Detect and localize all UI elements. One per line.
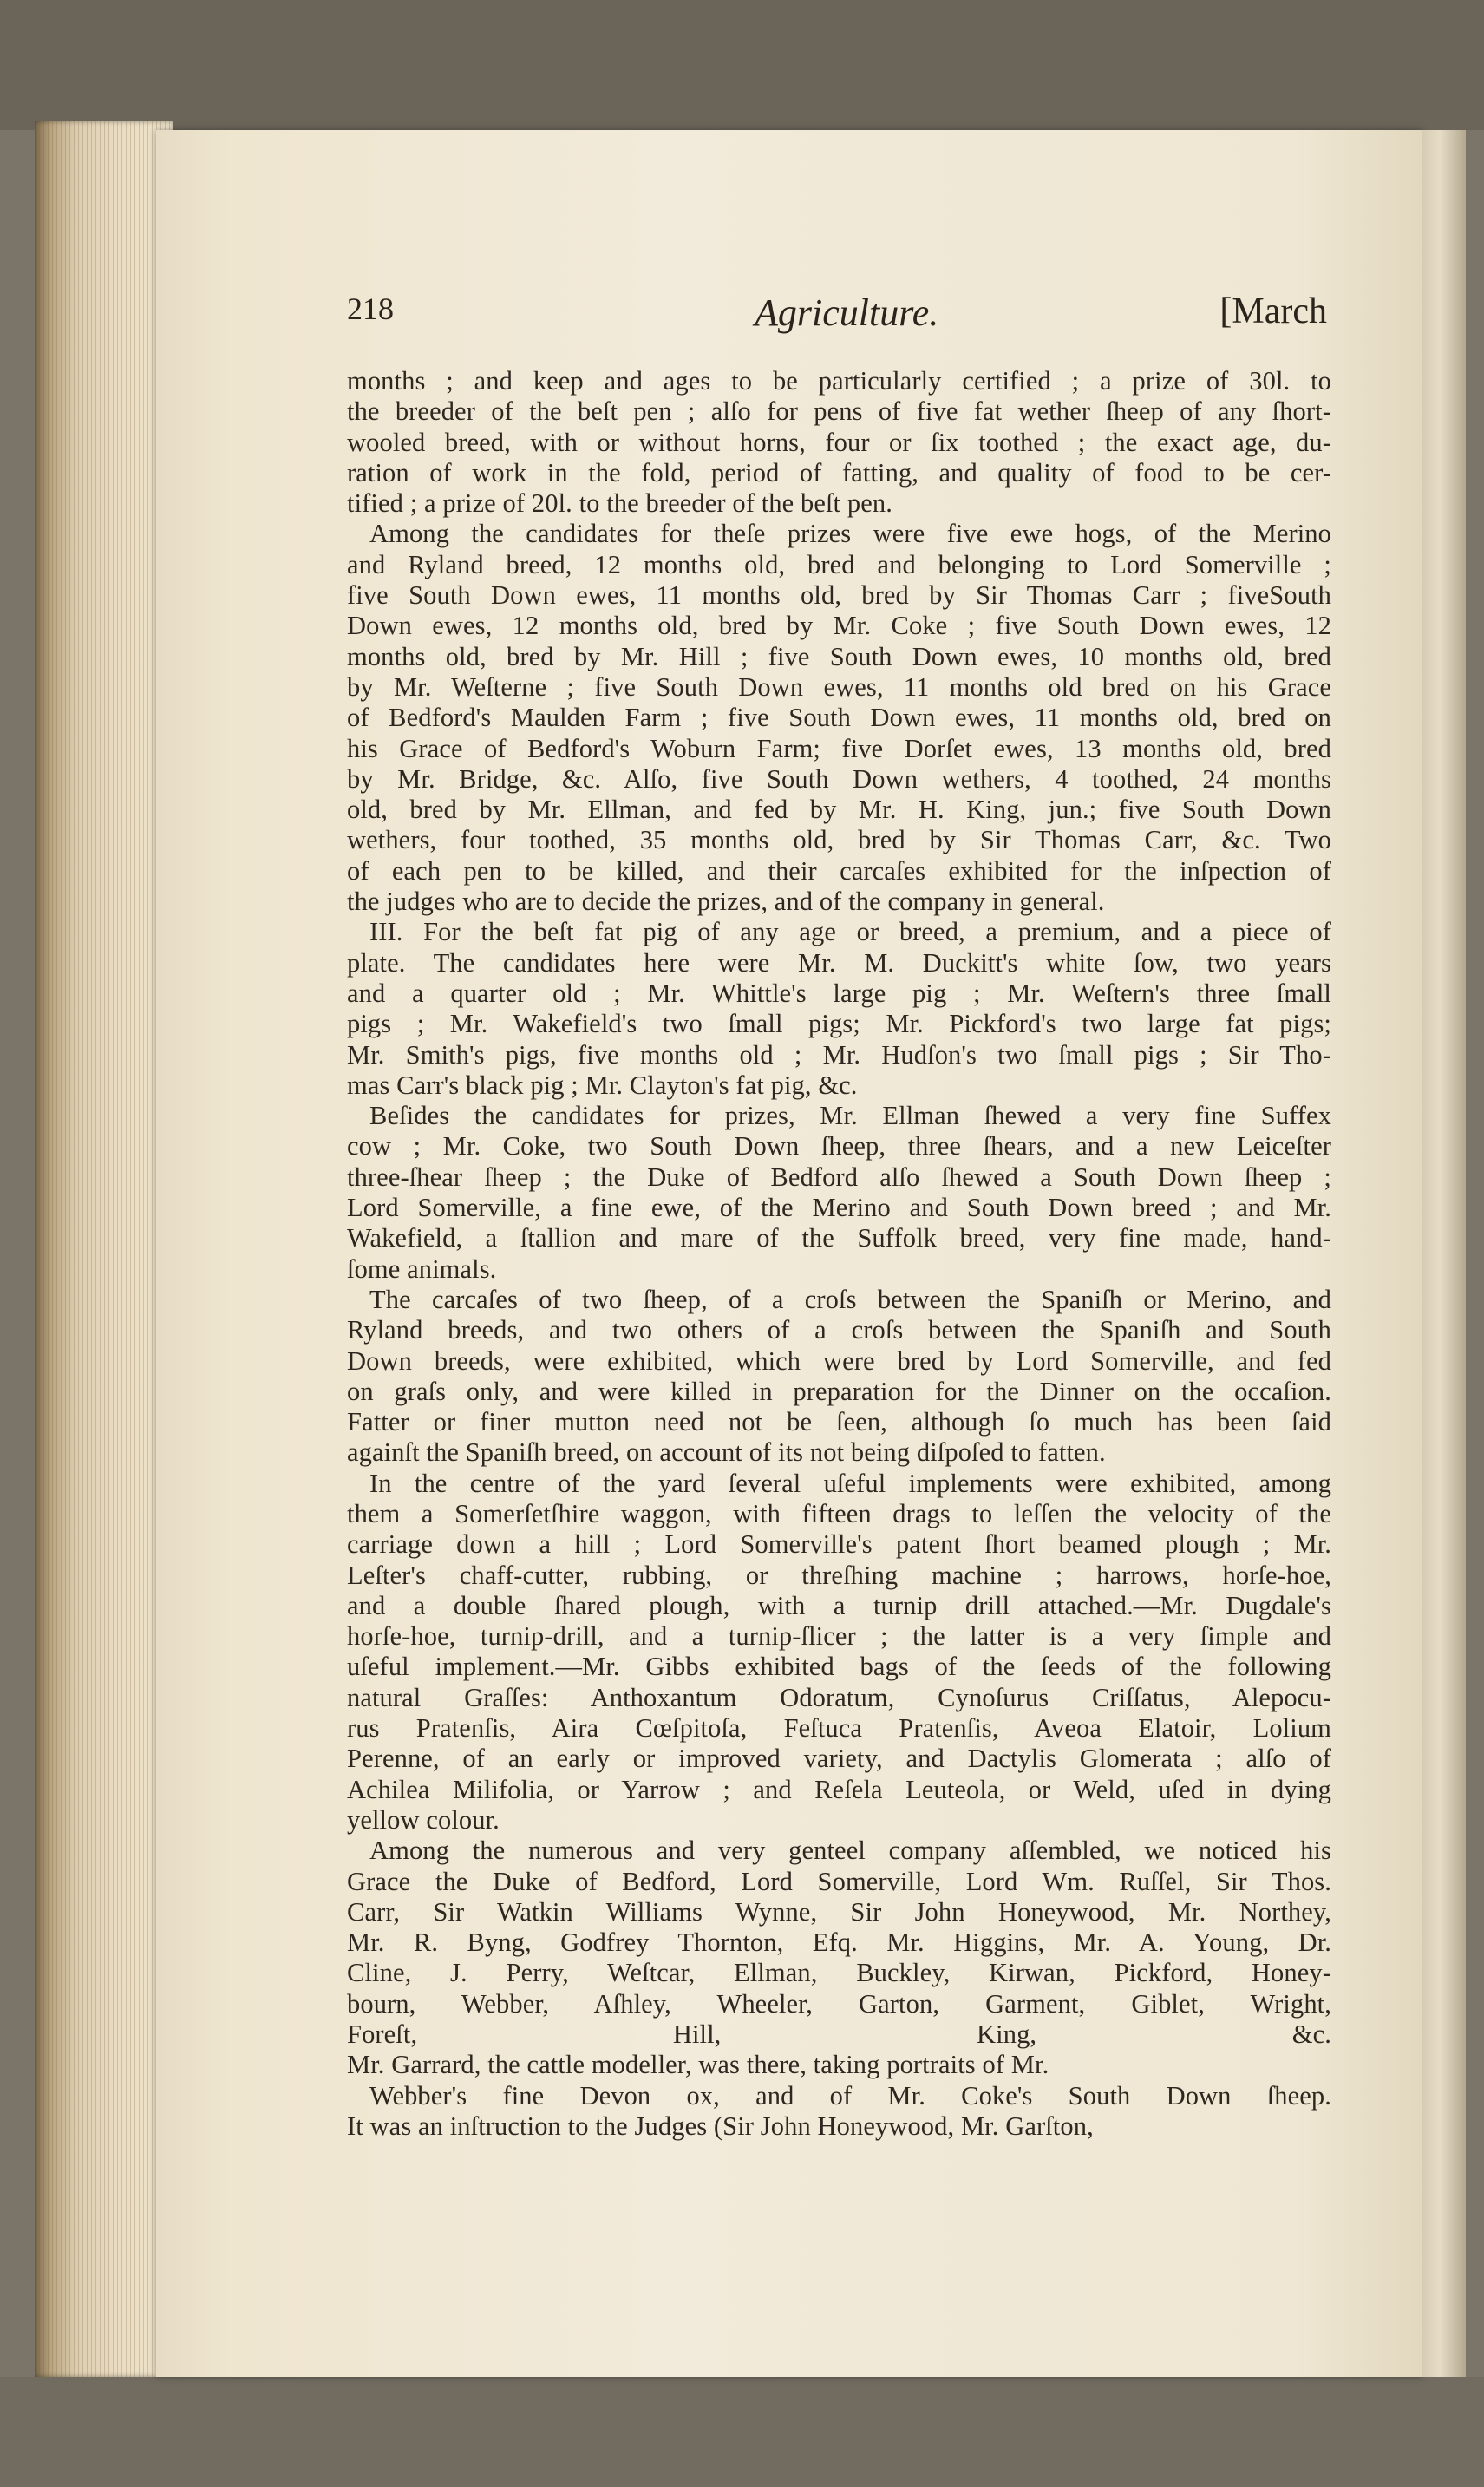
text-line: wethers, four toothed, 35 months old, bred by Sir Thomas Carr, &c. Two	[347, 825, 1331, 855]
text-line: Lord Somerville, a fine ewe, of the Merino and South Down breed ; and Mr.	[347, 1193, 1331, 1223]
text-line: Among the candidates for theſe prizes were five ewe hogs, of the Merino	[369, 519, 1331, 549]
text-line: horſe-hoe, turnip-drill, and a turnip-ſlicer ; the latter is a very ſimple and	[347, 1621, 1331, 1652]
scan-background-bottom	[0, 2377, 1484, 2487]
text-line: Down ewes, 12 months old, bred by Mr. Coke ; five South Down ewes, 12	[347, 611, 1331, 641]
text-line: Down breeds, were exhibited, which were bred by Lord Somerville, and fed	[347, 1345, 1331, 1376]
text-line: Ryland breeds, and two others of a croſs between the Spaniſh and South	[347, 1315, 1331, 1345]
text-line: them a Somerſetſhire waggon, with fifteen drags to leſſen the velocity of the	[347, 1498, 1331, 1528]
text-line: cow ; Mr. Coke, two South Down ſheep, three ſhears, and a new Leiceſter	[347, 1131, 1331, 1162]
text-line: Perenne, of an early or improved variety, and Dactylis Glomerata ; alſo of	[347, 1744, 1331, 1774]
text-line: and a double ſhared plough, with a turnip drill attached.—Mr. Dugdale's	[347, 1590, 1331, 1620]
text-line: wooled breed, with or without horns, four or ſix toothed ; the exact age, du-	[347, 427, 1331, 457]
text-line: The carcaſes of two ſheep, of a croſs between the Spaniſh or Merino, and	[369, 1284, 1331, 1314]
text-line: ration of work in the fold, period of fatting, and quality of food to be cer-	[347, 457, 1331, 488]
text-line: Wakefield, a ſtallion and mare of the Suffolk breed, very fine made, hand-	[347, 1223, 1331, 1253]
text-line: Cline, J. Perry, Weſtcar, Ellman, Buckley, Kirwan, Pickford, Honey-	[347, 1958, 1331, 1988]
text-line: the judges who are to decide the prizes, and of the company in general.	[347, 887, 1105, 917]
text-line: Leſter's chaff-cutter, rubbing, or threſhing machine ; harrows, horſe-hoe,	[347, 1560, 1331, 1590]
text-line: yellow colour.	[347, 1804, 500, 1835]
text-line: by Mr. Bridge, &c. Alſo, five South Down wethers, 4 toothed, 24 months	[347, 763, 1331, 794]
page-number: 218	[347, 291, 394, 326]
text-line: Webber's fine Devon ox, and of Mr. Coke's South Down ſheep.	[369, 2080, 1331, 2111]
body-text	[347, 366, 1331, 2142]
page-header	[347, 291, 1327, 343]
text-line: Carr, Sir Watkin Williams Wynne, Sir John Honeywood, Mr. Northey,	[347, 1896, 1331, 1927]
text-line: Beſides the candidates for prizes, Mr. Ellman ſhewed a very fine Suffex	[369, 1101, 1331, 1131]
text-line: III. For the beſt fat pig of any age or breed, a premium, and a piece of	[369, 917, 1331, 947]
text-line: Mr. R. Byng, Godfrey Thornton, Efq. Mr. Higgins, Mr. A. Young, Dr.	[347, 1927, 1331, 1958]
text-line: months ; and keep and ages to be particularly certified ; a prize of 30l. to	[347, 366, 1331, 396]
text-line: Grace the Duke of Bedford, Lord Somerville, Lord Wm. Ruſſel, Sir Thos.	[347, 1866, 1331, 1896]
text-line: mas Carr's black pig ; Mr. Clayton's fat pig, &c.	[347, 1070, 858, 1100]
text-line: and a quarter old ; Mr. Whittle's large pig ; Mr. Weſtern's three ſmall	[347, 978, 1331, 1008]
text-line: Among the numerous and very genteel company aſſembled, we noticed his	[369, 1836, 1331, 1866]
text-line: It was an inſtruction to the Judges (Sir John Honeywood, Mr. Garſton,	[347, 2111, 1094, 2141]
text-line: Mr. Garrard, the cattle modeller, was there, taking portraits of Mr.	[347, 2050, 1049, 2080]
text-line: uſeful implement.—Mr. Gibbs exhibited bags of the ſeeds of the following	[347, 1652, 1331, 1682]
text-line: Fatter or finer mutton need not be ſeen, although ſo much has been ſaid	[347, 1407, 1331, 1437]
scan-background-top	[0, 0, 1484, 130]
text-line: old, bred by Mr. Ellman, and fed by Mr. H. King, jun.; five South Down	[347, 795, 1331, 825]
text-line: months old, bred by Mr. Hill ; five South Down ewes, 10 months old, bred	[347, 641, 1331, 671]
text-line: of Bedford's Maulden Farm ; five South Down ewes, 11 months old, bred on	[347, 703, 1331, 733]
text-line: and Ryland breed, 12 months old, bred and belonging to Lord Somerville ;	[347, 549, 1331, 579]
text-line: three-ſhear ſheep ; the Duke of Bedford alſo ſhewed a South Down ſheep ;	[347, 1162, 1331, 1192]
text-line: plate. The candidates here were Mr. M. Duckitt's white ſow, two years	[347, 947, 1331, 978]
text-line: by Mr. Weſterne ; five South Down ewes, 11 months old bred on his Grace	[347, 671, 1331, 702]
text-line: Mr. Smith's pigs, five months old ; Mr. Hudſon's two ſmall pigs ; Sir Tho-	[347, 1039, 1331, 1070]
text-line: the breeder of the beſt pen ; alſo for pens of five fat wether ſheep of any ſhort-	[347, 396, 1331, 427]
text-line: Achilea Milifolia, or Yarrow ; and Reſela Leuteola, or Weld, uſed in dying	[347, 1774, 1331, 1804]
book-page-edges	[35, 121, 173, 2377]
text-line: natural Graſſes: Anthoxantum Odoratum, Cynoſurus Criſſatus, Alepocu-	[347, 1682, 1331, 1712]
running-month: [March	[1219, 291, 1327, 331]
text-line: Foreſt, Hill, King, &c.	[347, 2019, 1331, 2050]
text-line: pigs ; Mr. Wakefield's two ſmall pigs; Mr. Pickford's two large fat pigs;	[347, 1009, 1331, 1039]
text-line: tified ; a prize of 20l. to the breeder of the beſt pen.	[347, 488, 892, 519]
text-line: againſt the Spaniſh breed, on account of its not being diſpoſed to fatten.	[347, 1437, 1106, 1468]
text-line: rus Pratenſis, Aira Cœſpitoſa, Feſtuca Pratenſis, Aveoa Elatoir, Lolium	[347, 1713, 1331, 1744]
text-line: five South Down ewes, 11 months old, bred by Sir Thomas Carr ; fiveSouth	[347, 580, 1331, 611]
page-edge-lines	[35, 121, 173, 2377]
text-line: carriage down a hill ; Lord Somerville's patent ſhort beamed plough ; Mr.	[347, 1529, 1331, 1560]
text-line: his Grace of Bedford's Woburn Farm; five Dorſet ewes, 13 months old, bred	[347, 733, 1331, 763]
text-line: ſome animals.	[347, 1253, 497, 1284]
text-line: bourn, Webber, Aſhley, Wheeler, Garton, Garment, Giblet, Wright,	[347, 1988, 1331, 2019]
book-right-edge	[1422, 130, 1466, 2377]
text-line: In the centre of the yard ſeveral uſeful implements were exhibited, among	[369, 1468, 1331, 1498]
text-line: on graſs only, and were killed in preparation for the Dinner on the occaſion.	[347, 1376, 1331, 1406]
text-line: of each pen to be killed, and their carcaſes exhibited for the inſpection of	[347, 855, 1331, 886]
running-title: Agriculture.	[755, 291, 939, 334]
